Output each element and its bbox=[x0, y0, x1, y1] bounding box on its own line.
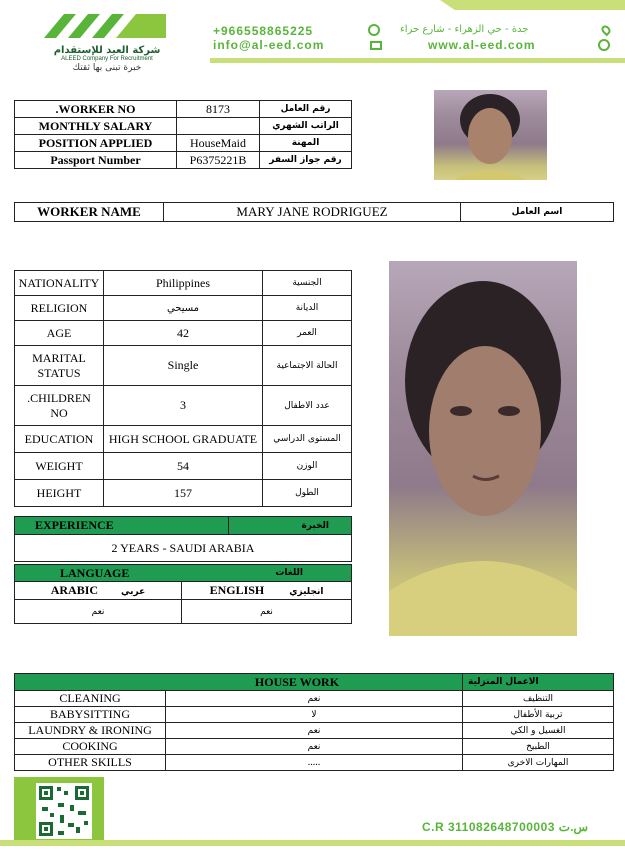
detail-label: EDUCATION bbox=[15, 426, 104, 453]
passport-photo bbox=[434, 90, 547, 180]
detail-label: .CHILDREN NO bbox=[15, 386, 104, 426]
detail-label: NATIONALITY bbox=[15, 271, 104, 296]
table-row bbox=[15, 691, 614, 707]
table-row bbox=[15, 453, 352, 480]
experience-label-ar: الخبرة bbox=[229, 517, 352, 535]
table-row bbox=[15, 535, 352, 562]
detail-value: Philippines bbox=[104, 271, 263, 296]
footer-stripe bbox=[0, 840, 625, 846]
skill-label-ar: الطبيخ bbox=[463, 739, 614, 755]
table-row bbox=[15, 723, 614, 739]
table-row bbox=[15, 152, 352, 169]
slogan: خبرة تبنى بها ثقتك bbox=[72, 63, 142, 73]
detail-value: 157 bbox=[104, 480, 263, 507]
detail-label: AGE bbox=[15, 321, 104, 346]
detail-value: 54 bbox=[104, 453, 263, 480]
table-row bbox=[15, 674, 614, 691]
info-value bbox=[177, 118, 260, 135]
detail-label: RELIGION bbox=[15, 296, 104, 321]
detail-label: HEIGHT bbox=[15, 480, 104, 507]
skill-label: LAUNDRY & IRONING bbox=[15, 723, 166, 739]
table-row bbox=[15, 565, 352, 582]
skill-value: لا bbox=[166, 707, 463, 723]
skill-value: ..... bbox=[166, 755, 463, 771]
table-row bbox=[15, 203, 614, 222]
globe-icon bbox=[598, 39, 610, 51]
info-label: .WORKER NO bbox=[15, 101, 177, 118]
detail-label: WEIGHT bbox=[15, 453, 104, 480]
detail-label-ar: الجنسية bbox=[263, 271, 352, 296]
detail-label-ar: الحالة الاجتماعية bbox=[263, 346, 352, 386]
company-logo bbox=[42, 10, 172, 73]
experience-label: EXPERIENCE bbox=[15, 517, 229, 535]
experience-value: 2 YEARS - SAUDI ARABIA bbox=[15, 535, 352, 562]
table-row bbox=[15, 386, 352, 426]
company-name-en: ALEED Company For Recruitment bbox=[61, 56, 153, 62]
table-row bbox=[15, 707, 614, 723]
table-row bbox=[15, 135, 352, 152]
logo-mark-icon bbox=[42, 10, 172, 40]
language-label-ar: اللغات bbox=[275, 567, 303, 578]
header-corner bbox=[440, 0, 625, 10]
qr-code-icon bbox=[14, 777, 104, 845]
skill-label-ar: المهارات الاخرى bbox=[463, 755, 614, 771]
worker-name-table bbox=[14, 202, 614, 222]
arabic-label-ar: عربي bbox=[121, 587, 146, 597]
english-label-ar: انجليزي bbox=[289, 587, 324, 597]
header-stripe bbox=[210, 58, 625, 63]
skill-value: نعم bbox=[166, 739, 463, 755]
skill-label-ar: الغسيل و الكي bbox=[463, 723, 614, 739]
table-row bbox=[15, 118, 352, 135]
detail-value: HIGH SCHOOL GRADUATE bbox=[104, 426, 263, 453]
language-header bbox=[15, 565, 352, 582]
housework-label: HOUSE WORK bbox=[15, 674, 463, 691]
phone-text: +966558865225 bbox=[213, 24, 314, 38]
language-table bbox=[14, 564, 352, 624]
info-label-ar: الراتب الشهري bbox=[260, 118, 352, 135]
skill-label: CLEANING bbox=[15, 691, 166, 707]
skill-label: OTHER SKILLS bbox=[15, 755, 166, 771]
table-row bbox=[15, 755, 614, 771]
skill-value: نعم bbox=[166, 691, 463, 707]
details-table bbox=[14, 270, 352, 507]
table-row bbox=[15, 739, 614, 755]
info-label: Passport Number bbox=[15, 152, 177, 169]
arabic-value: نعم bbox=[15, 600, 182, 624]
table-row bbox=[15, 296, 352, 321]
experience-table bbox=[14, 516, 352, 562]
header bbox=[0, 0, 625, 72]
worker-name-label: WORKER NAME bbox=[15, 203, 164, 222]
worker-name-value: MARY JANE RODRIGUEZ bbox=[164, 203, 461, 222]
detail-label-ar: المستوى الدراسي bbox=[263, 426, 352, 453]
qr-code bbox=[14, 777, 104, 845]
mail-icon bbox=[370, 41, 382, 50]
info-value: HouseMaid bbox=[177, 135, 260, 152]
arabic-label: ARABIC bbox=[50, 583, 99, 597]
table-row bbox=[15, 517, 352, 535]
table-row bbox=[15, 101, 352, 118]
worker-name-label-ar: اسم العامل bbox=[461, 203, 614, 222]
commercial-registration: C.R 311082648700003 س.ت bbox=[422, 820, 589, 834]
skill-value: نعم bbox=[166, 723, 463, 739]
detail-label-ar: الوزن bbox=[263, 453, 352, 480]
info-label: POSITION APPLIED bbox=[15, 135, 177, 152]
email-text: info@al-eed.com bbox=[213, 38, 325, 52]
english-label: ENGLISH bbox=[209, 583, 265, 597]
website-text: www.al-eed.com bbox=[428, 38, 536, 52]
table-row bbox=[15, 346, 352, 386]
table-row bbox=[15, 321, 352, 346]
detail-label: MARITAL STATUS bbox=[15, 346, 104, 386]
detail-label-ar: الديانة bbox=[263, 296, 352, 321]
info-value: 8173 bbox=[177, 101, 260, 118]
info-value: P6375221B bbox=[177, 152, 260, 169]
housework-table bbox=[14, 673, 614, 771]
worker-photo bbox=[389, 261, 577, 636]
detail-label-ar: عدد الاطفال bbox=[263, 386, 352, 426]
english-cell bbox=[182, 582, 352, 600]
table-row bbox=[15, 271, 352, 296]
skill-label: BABYSITTING bbox=[15, 707, 166, 723]
detail-label-ar: الطول bbox=[263, 480, 352, 507]
company-name-ar: شركة العيد للإستقدام bbox=[53, 45, 161, 56]
info-table bbox=[14, 100, 352, 169]
detail-value: 42 bbox=[104, 321, 263, 346]
info-label-ar: رقم العامل bbox=[260, 101, 352, 118]
language-label: LANGUAGE bbox=[60, 565, 130, 580]
detail-value: Single bbox=[104, 346, 263, 386]
table-row bbox=[15, 600, 352, 624]
detail-value: 3 bbox=[104, 386, 263, 426]
skill-label-ar: التنظيف bbox=[463, 691, 614, 707]
info-label-ar: المهنة bbox=[260, 135, 352, 152]
detail-label-ar: العمر bbox=[263, 321, 352, 346]
arabic-cell bbox=[15, 582, 182, 600]
skill-label: COOKING bbox=[15, 739, 166, 755]
table-row bbox=[15, 582, 352, 600]
skill-label-ar: تربية الأطفال bbox=[463, 707, 614, 723]
info-label: MONTHLY SALARY bbox=[15, 118, 177, 135]
english-value: نعم bbox=[182, 600, 352, 624]
location-icon bbox=[600, 24, 613, 37]
address-text: جدة - حي الزهراء - شارع حراء bbox=[400, 24, 529, 35]
detail-value: مسيحي bbox=[104, 296, 263, 321]
table-row bbox=[15, 480, 352, 507]
housework-label-ar: الاعمال المنزلية bbox=[463, 674, 614, 691]
table-row bbox=[15, 426, 352, 453]
info-label-ar: رقم جواز السفر bbox=[260, 152, 352, 169]
whatsapp-icon bbox=[368, 24, 380, 36]
